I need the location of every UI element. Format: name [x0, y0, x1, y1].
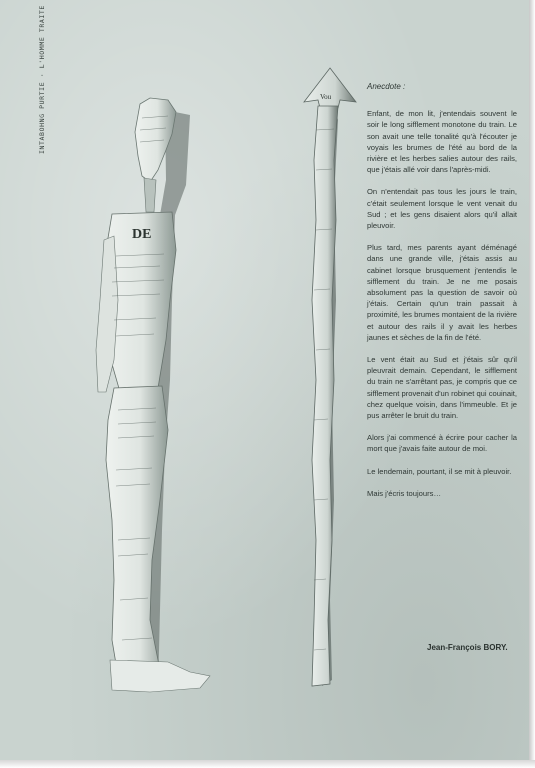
paragraph: Le lendemain, pourtant, il se mit à pleuvoir. [367, 466, 512, 476]
arrow-shaft [312, 106, 338, 686]
anecdote-heading: Anecdote : [367, 82, 406, 91]
page-edge [529, 0, 535, 768]
figure-feet [110, 660, 210, 692]
paragraph: Enfant, de mon lit, j'entendais souvent le soir le long sifflement monotone du train. Le son avait une telle tonalité qu'à l'écouter je voyais les brumes de l'été au bord de la rivière et les herbes salies autour des rails, que j'étais allé voir dans l'après-midi. [367, 109, 517, 175]
figure-chest-text: DE [132, 227, 152, 242]
paragraph: Le vent était au Sud et j'étais sûr qu'il pleuvrait demain. Cependant, le sifflement du train ne s'arrêtant pas, je compris que ce sifflement provenait d'un robinet qui couinait, chez quelque voisin, dans l'immeuble. Et je pus arrêter le bruit du train. [367, 355, 517, 421]
paragraph: Mais j'écris toujours… [367, 488, 442, 498]
arrow-head [304, 68, 356, 108]
paragraph: On n'entendait pas tous les jours le train, c'était seulement lorsque le vent venait du Sud ; et les gens disaient alors qu'il allait pleuvoir. [367, 187, 517, 231]
figure-neck [144, 178, 156, 212]
paragraph: Plus tard, mes parents ayant déménagé dans une grande ville, j'étais assis au cabinet lorsque brusquement j'entendis le sifflement du train. Je ne me posais absolument pas la question de savoir où j'étais. Certain qu'un train passait à proximité, les brumes montaient de la rivière et autour des rails il y avait les herbes jaunes et sèches de la fin de l'été. [367, 243, 517, 342]
page-bottom-edge [0, 760, 535, 768]
author-signature: Jean-François BORY. [427, 643, 508, 652]
anecdote-text [367, 81, 517, 510]
paragraph: Alors j'ai commencé à écrire pour cacher la mort que j'avais faite autour de moi. [367, 433, 517, 454]
arrow-tip-text: Vou [320, 93, 332, 101]
side-caption: INTABOHNG PURTIE · L'HOMME TRAITE [38, 5, 46, 154]
